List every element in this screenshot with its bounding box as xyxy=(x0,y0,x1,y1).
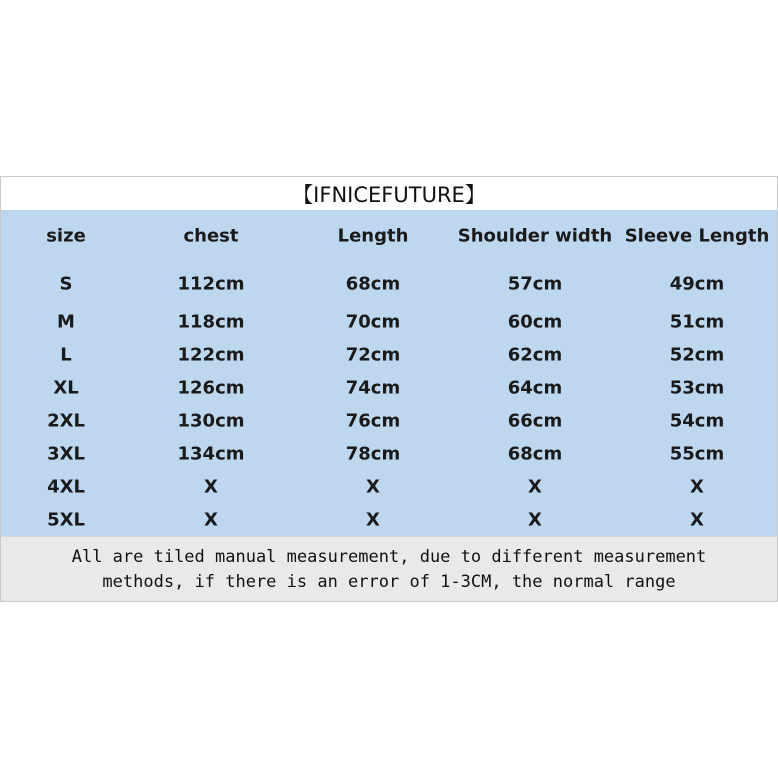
row-4xl-size: 4XL xyxy=(47,476,85,498)
row-4xl-length: X xyxy=(366,476,380,498)
size-table xyxy=(1,210,777,536)
brand-title: 【IFNICEFUTURE】 xyxy=(1,177,777,210)
row-xl-shoulder: 64cm xyxy=(507,377,563,399)
row-s-sleeve: 49cm xyxy=(669,273,725,295)
row-2xl-shoulder: 66cm xyxy=(507,410,563,432)
note-line-2: methods, if there is an error of 1-3CM, the normal range xyxy=(102,572,676,592)
row-4xl-chest: X xyxy=(204,476,218,498)
row-2xl-sleeve: 54cm xyxy=(669,410,725,432)
row-s-length: 68cm xyxy=(345,273,401,295)
row-4xl-sleeve: X xyxy=(690,476,704,498)
row-5xl-size: 5XL xyxy=(47,509,85,531)
row-l-length: 72cm xyxy=(345,344,401,366)
row-m-shoulder: 60cm xyxy=(507,311,563,333)
row-s-shoulder: 57cm xyxy=(507,273,563,295)
size-chart xyxy=(0,176,778,602)
row-5xl-length: X xyxy=(366,509,380,531)
row-4xl-shoulder: X xyxy=(528,476,542,498)
row-3xl-length: 78cm xyxy=(345,443,401,465)
row-5xl-sleeve: X xyxy=(690,509,704,531)
row-3xl-shoulder: 68cm xyxy=(507,443,563,465)
row-5xl-shoulder: X xyxy=(528,509,542,531)
row-s-chest: 112cm xyxy=(177,273,245,295)
row-3xl-sleeve: 55cm xyxy=(669,443,725,465)
measurement-note xyxy=(1,536,777,601)
header-size: size xyxy=(46,225,86,247)
header-length: Length xyxy=(337,225,409,247)
row-s-size: S xyxy=(59,273,73,295)
row-5xl-chest: X xyxy=(204,509,218,531)
row-m-sleeve: 51cm xyxy=(669,311,725,333)
row-m-length: 70cm xyxy=(345,311,401,333)
row-m-chest: 118cm xyxy=(177,311,245,333)
header-shoulder-width: Shoulder width xyxy=(457,225,613,247)
row-3xl-size: 3XL xyxy=(47,443,85,465)
row-2xl-length: 76cm xyxy=(345,410,401,432)
row-l-shoulder: 62cm xyxy=(507,344,563,366)
row-2xl-size: 2XL xyxy=(47,410,85,432)
row-xl-sleeve: 53cm xyxy=(669,377,725,399)
row-l-sleeve: 52cm xyxy=(669,344,725,366)
header-sleeve-length: Sleeve Length xyxy=(624,225,770,247)
row-xl-length: 74cm xyxy=(345,377,401,399)
row-3xl-chest: 134cm xyxy=(177,443,245,465)
row-xl-size: XL xyxy=(53,377,79,399)
row-m-size: M xyxy=(57,311,75,333)
row-l-chest: 122cm xyxy=(177,344,245,366)
row-xl-chest: 126cm xyxy=(177,377,245,399)
row-l-size: L xyxy=(60,344,72,366)
row-2xl-chest: 130cm xyxy=(177,410,245,432)
note-line-1: All are tiled manual measurement, due to different measurement xyxy=(71,547,707,567)
header-chest: chest xyxy=(183,225,239,247)
